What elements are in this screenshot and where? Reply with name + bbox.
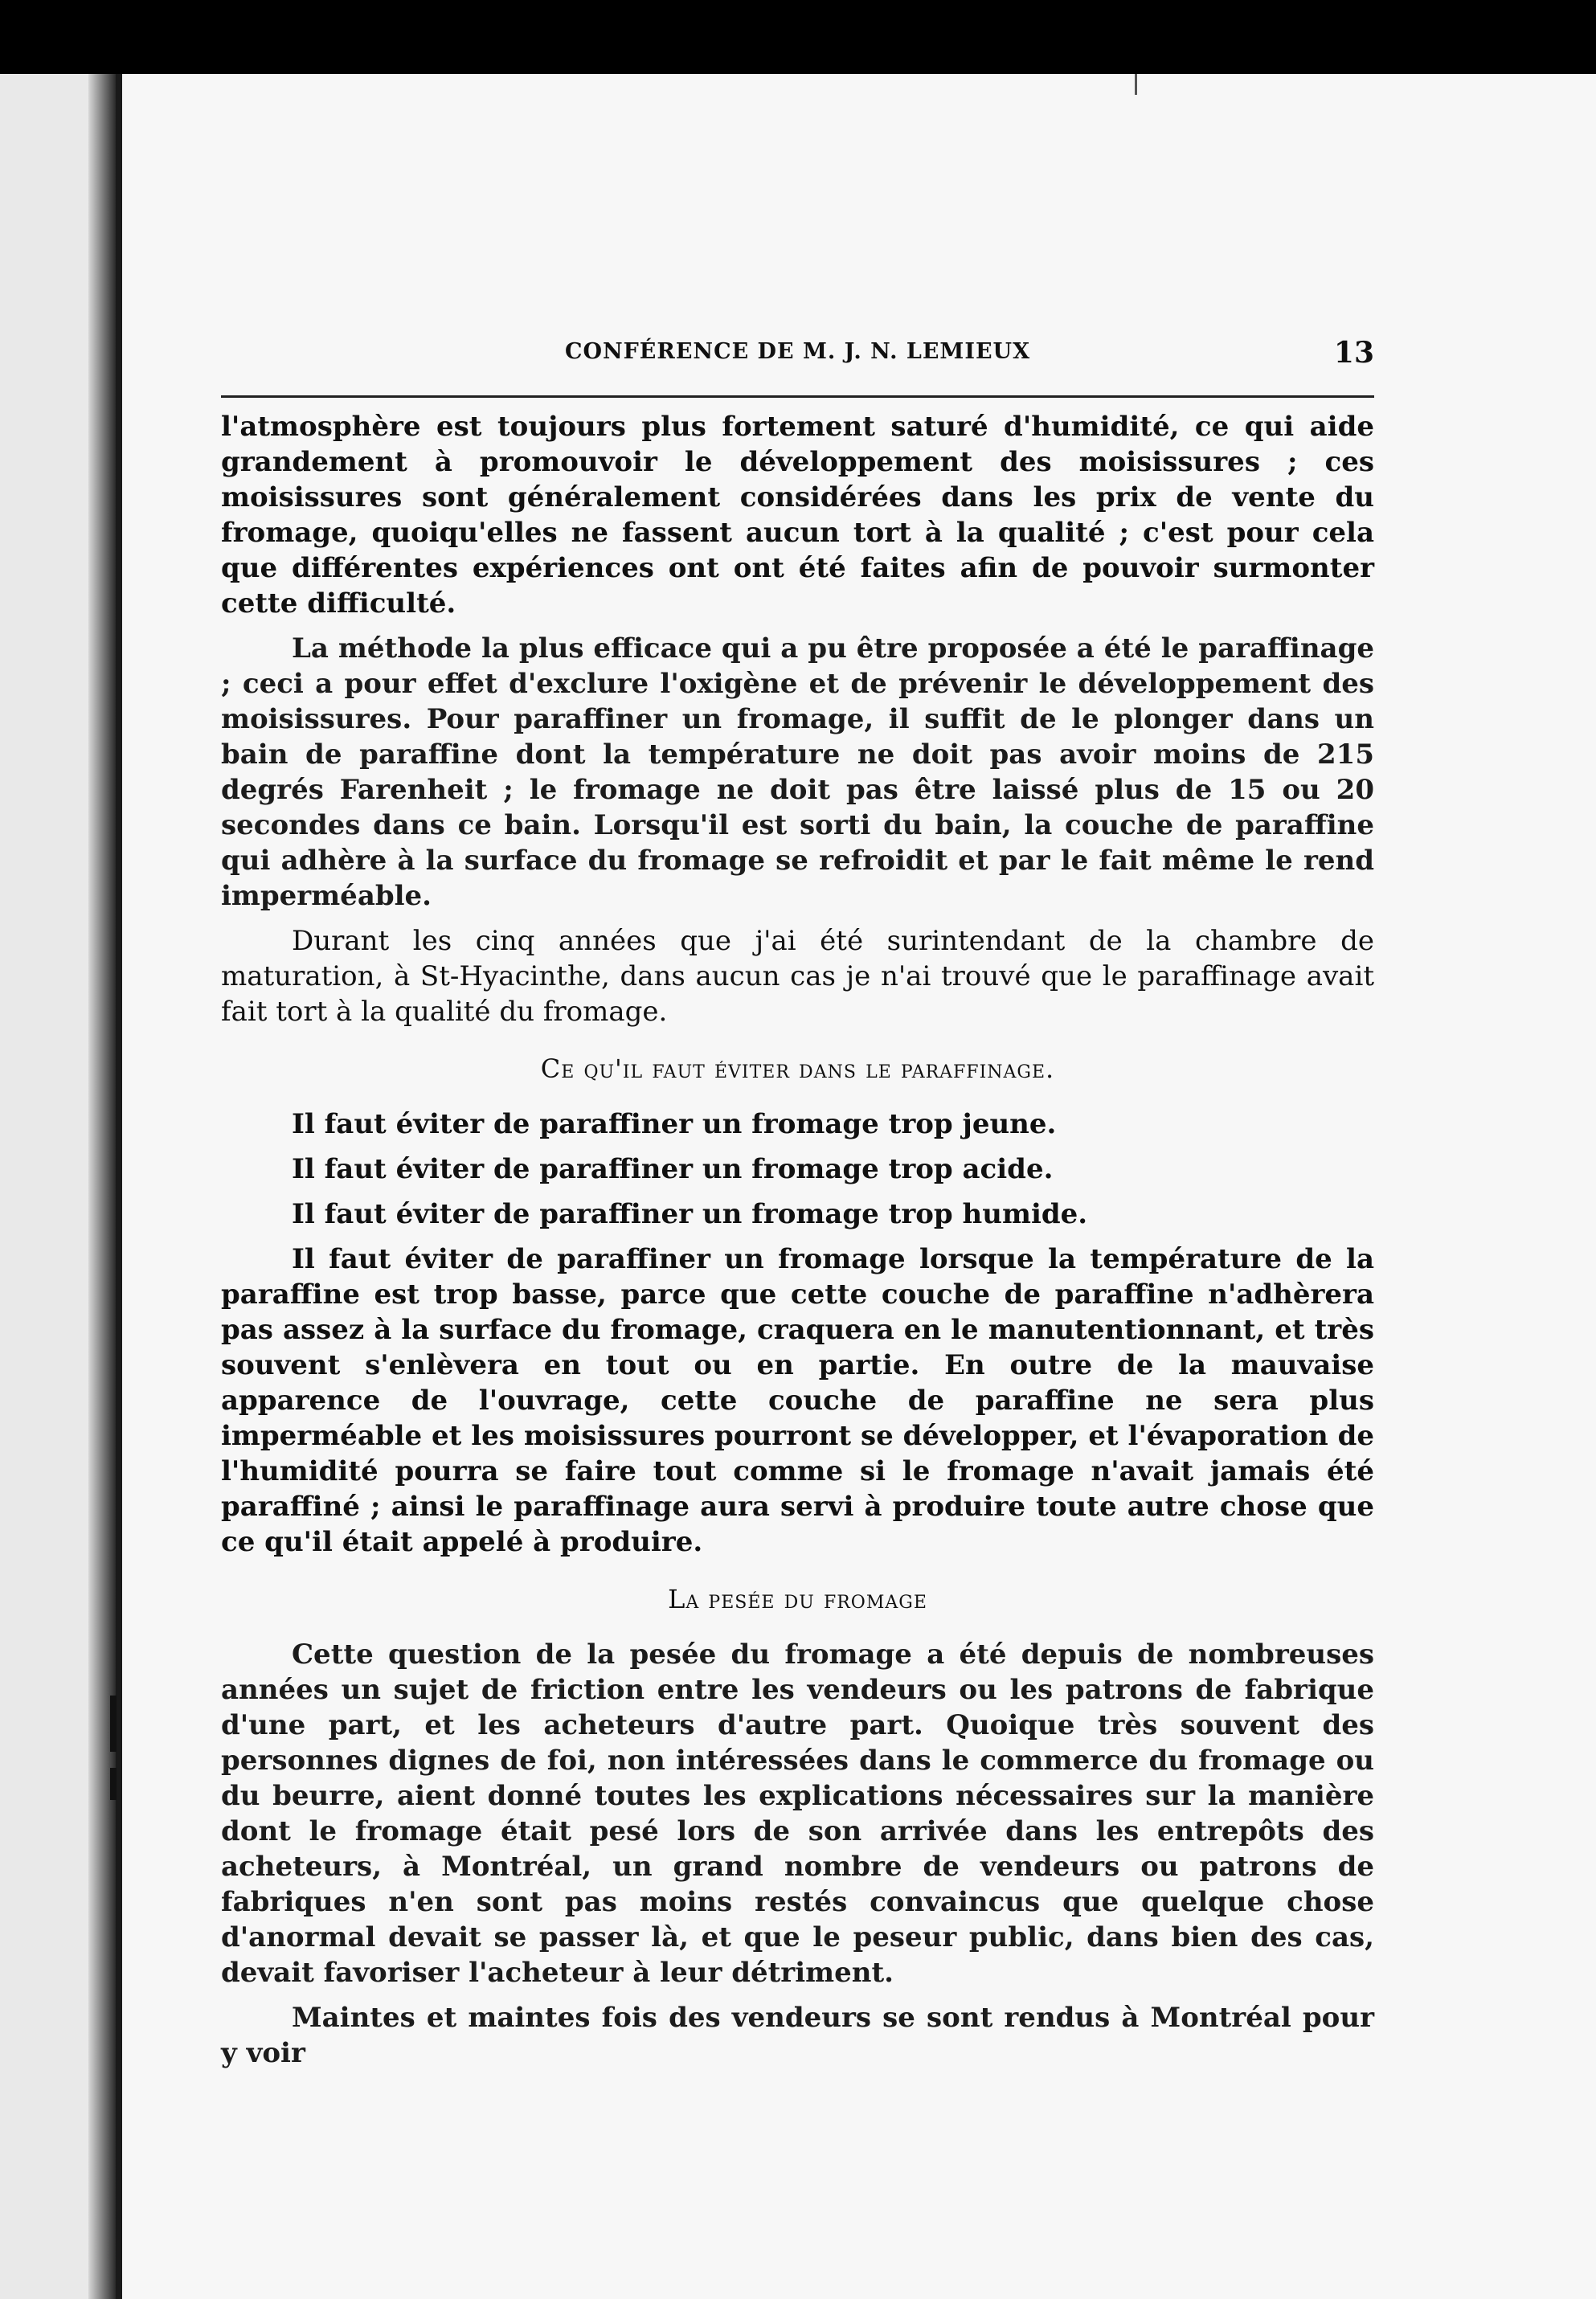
scan-tick-mark: [1135, 74, 1137, 95]
list-item: Il faut éviter de paraffiner un fromage trop jeune.: [292, 1108, 1057, 1140]
margin-mark: [110, 1696, 117, 1752]
paragraph: Il faut éviter de paraffiner un fromage lorsque la température de la paraffine est trop basse, parce que cette couche de paraffine n'adhèrera pas assez à la surface du fromage, craquera en le manutentionnant, et très souvent s'enlèvera en tout ou en partie. En outre de la mauvaise apparence de l'ouvrage, cette couche de paraffine ne sera plus imperméable et les moisissures pourront se développer, et l'évaporation de l'humidité pourra se faire tout comme si le fromage n'avait jamais été paraffiné ; ainsi le paraffinage aura servi à produire toute autre chose que ce qu'il était appelé à produire.: [221, 1243, 1374, 1558]
binding-shadow: [88, 74, 116, 2299]
running-head: [221, 337, 1374, 382]
list-item: Il faut éviter de paraffiner un fromage trop humide.: [292, 1198, 1088, 1230]
paragraph: Maintes et maintes fois des vendeurs se sont rendus à Montréal pour y voir: [221, 2002, 1374, 2069]
margin-mark: [110, 1768, 117, 1800]
paragraph: l'atmosphère est toujours plus fortement saturé d'humidité, ce qui aide grandement à promouvoir le développement des moisissures ; ces moisissures sont généralement considérées dans les prix de vente du fromage, quoiqu'elles ne fassent aucun tort à la qualité ; c'est pour cela que différentes expériences ont ont été faites afin de pouvoir surmonter cette difficulté.: [221, 411, 1374, 620]
header-rule: [221, 395, 1374, 398]
list-item: Il faut éviter de paraffiner un fromage trop acide.: [292, 1153, 1054, 1185]
running-head-title: CONFÉRENCE DE M. J. N. LEMIEUX: [564, 339, 1031, 364]
section-heading: La pesée du fromage: [668, 1584, 927, 1614]
paragraph: Cette question de la pesée du fromage a été depuis de nombreuses années un sujet de friction entre les vendeurs ou les patrons de fabrique d'une part, et les acheteurs d'autre part. Quoique très souvent des personnes dignes de foi, non intéressées dans le commerce du fromage ou du beurre, aient donné toutes les explications nécessaires sur la manière dont le fromage était pesé lors de son arrivée dans les entrepôts des acheteurs, à Montréal, un grand nombre de vendeurs ou patrons de fabriques n'en sont pas moins restés convaincus que quelque chose d'anormal devait se passer là, et que le peseur public, dans bien des cas, devait favoriser l'acheteur à leur détriment.: [221, 1638, 1374, 1989]
paragraph: La méthode la plus efficace qui a pu être proposée a été le paraffinage ; ceci a pour effet d'exclure l'oxigène et de prévenir le développement des moisissures. Pour paraffiner un fromage, il suffit de le plonger dans un bain de paraffine dont la température ne doit pas avoir moins de 215 degrés Farenheit ; le fromage ne doit pas être laissé plus de 15 ou 20 secondes dans ce bain. Lorsqu'il est sorti du bain, la couche de paraffine qui adhère à la surface du fromage se refroidit et par le fait même le rend imperméable.: [221, 632, 1374, 912]
page-number: 13: [1333, 336, 1374, 370]
section-heading: Ce qu'il faut éviter dans le paraffinage.: [540, 1053, 1055, 1084]
page-text: [221, 337, 1374, 2080]
paragraph: Durant les cinq années que j'ai été surintendant de la chambre de maturation, à St-Hyacinthe, dans aucun cas je n'ai trouvé que le paraffinage avait fait tort à la qualité du fromage.: [221, 925, 1374, 1028]
